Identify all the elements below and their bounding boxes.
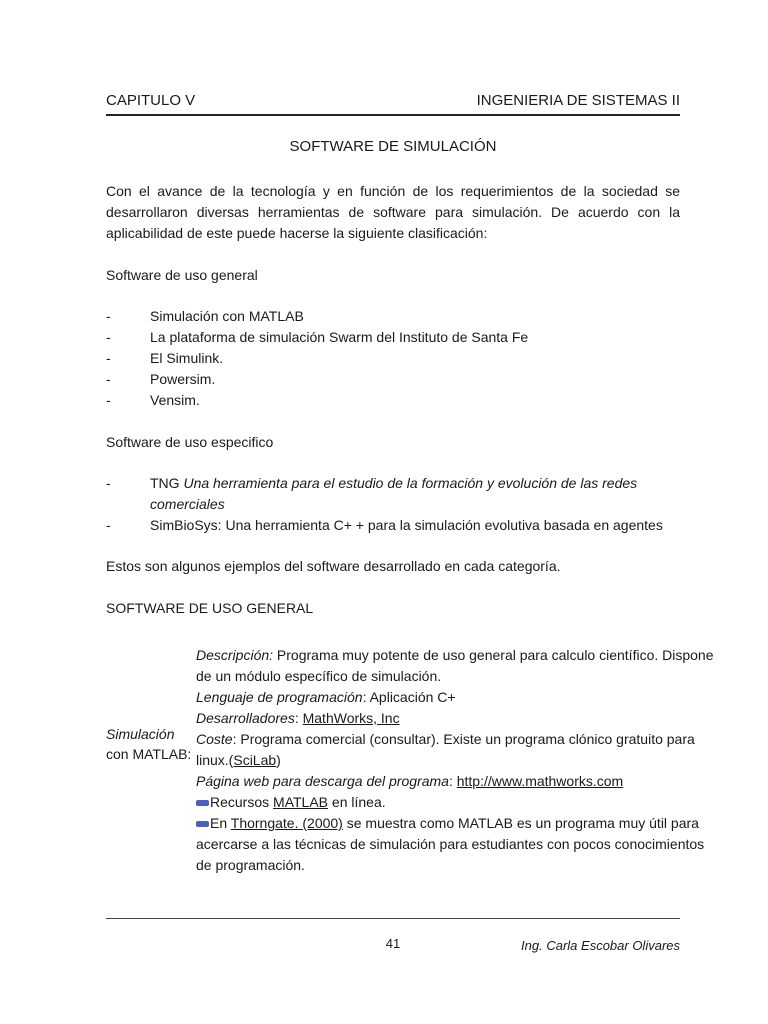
matlab-link[interactable]: MATLAB	[273, 794, 329, 810]
header-rule	[106, 114, 680, 116]
thorngate-link[interactable]: Thorngate. (2000)	[230, 815, 343, 831]
lenguaje-line: Lenguaje de programación: Aplicación C+	[196, 689, 456, 705]
header-chapter: CAPITULO V	[106, 92, 196, 109]
bullet-icon	[196, 800, 209, 806]
scilab-link[interactable]: SciLab	[233, 752, 277, 768]
footer-rule	[106, 918, 680, 919]
examples-text: Estos son algunos ejemplos del software desarrollado en cada categoría.	[106, 558, 561, 574]
header-course: INGENIERIA DE SISTEMAS II	[476, 92, 680, 109]
sim-label: Simulación con MATLAB:	[106, 726, 192, 762]
recursos-line: Recursos MATLAB en línea.	[196, 792, 716, 813]
specific-list	[106, 473, 680, 536]
thorngate-line: En Thorngate. (2000) se muestra como MATLAB es un programa muy útil para acercarse a las técnicas de simulación para estudiantes con pocos conocimientos de programación.	[196, 815, 705, 873]
specific-heading: Software de uso especifico	[106, 434, 274, 450]
list-item: - SimBioSys: Una herramienta C+ + para la simulación evolutiva basada en agentes	[106, 517, 663, 533]
description-block	[196, 645, 716, 876]
document-page	[106, 0, 714, 1024]
mathworks-link[interactable]: MathWorks, Inc	[302, 710, 400, 726]
descripcion-line: Descripción: Programa muy potente de uso general para calculo científico. Dispone de un módulo específico de simulación.	[196, 647, 714, 684]
coste-line: Coste: Programa comercial (consultar). Existe un programa clónico gratuito para linux.(SciLab)	[196, 731, 695, 768]
list-item: - El Simulink.	[106, 350, 224, 366]
page-title: SOFTWARE DE SIMULACIÓN	[289, 138, 497, 155]
general-heading: Software de uso general	[106, 267, 258, 283]
page-header	[106, 92, 680, 109]
page-number: 41	[385, 936, 401, 951]
list-item: - Simulación con MATLAB	[106, 308, 304, 324]
general-list	[106, 306, 680, 411]
pagina-line: Página web para descarga del programa: http://www.mathworks.com	[196, 773, 624, 789]
mathworks-url-link[interactable]: http://www.mathworks.com	[456, 773, 624, 789]
list-item: - Vensim.	[106, 392, 200, 408]
desarrolladores-line: Desarrolladores: MathWorks, Inc	[196, 710, 400, 726]
list-item: - TNG Una herramienta para el estudio de la formación y evolución de las redes comerciales	[106, 475, 638, 512]
list-item: - Powersim.	[106, 371, 216, 387]
bullet-icon	[196, 821, 209, 827]
section-heading: SOFTWARE DE USO GENERAL	[106, 600, 314, 616]
footer-author: Ing. Carla Escobar Olivares	[521, 938, 680, 953]
intro-paragraph: Con el avance de la tecnología y en función de los requerimientos de la sociedad se desarrollaron diversas herramientas de software para simulación. De acuerdo con la aplicabilidad de este puede hacerse la siguiente clasificación:	[106, 183, 680, 241]
list-item: - La plataforma de simulación Swarm del Instituto de Santa Fe	[106, 329, 529, 345]
